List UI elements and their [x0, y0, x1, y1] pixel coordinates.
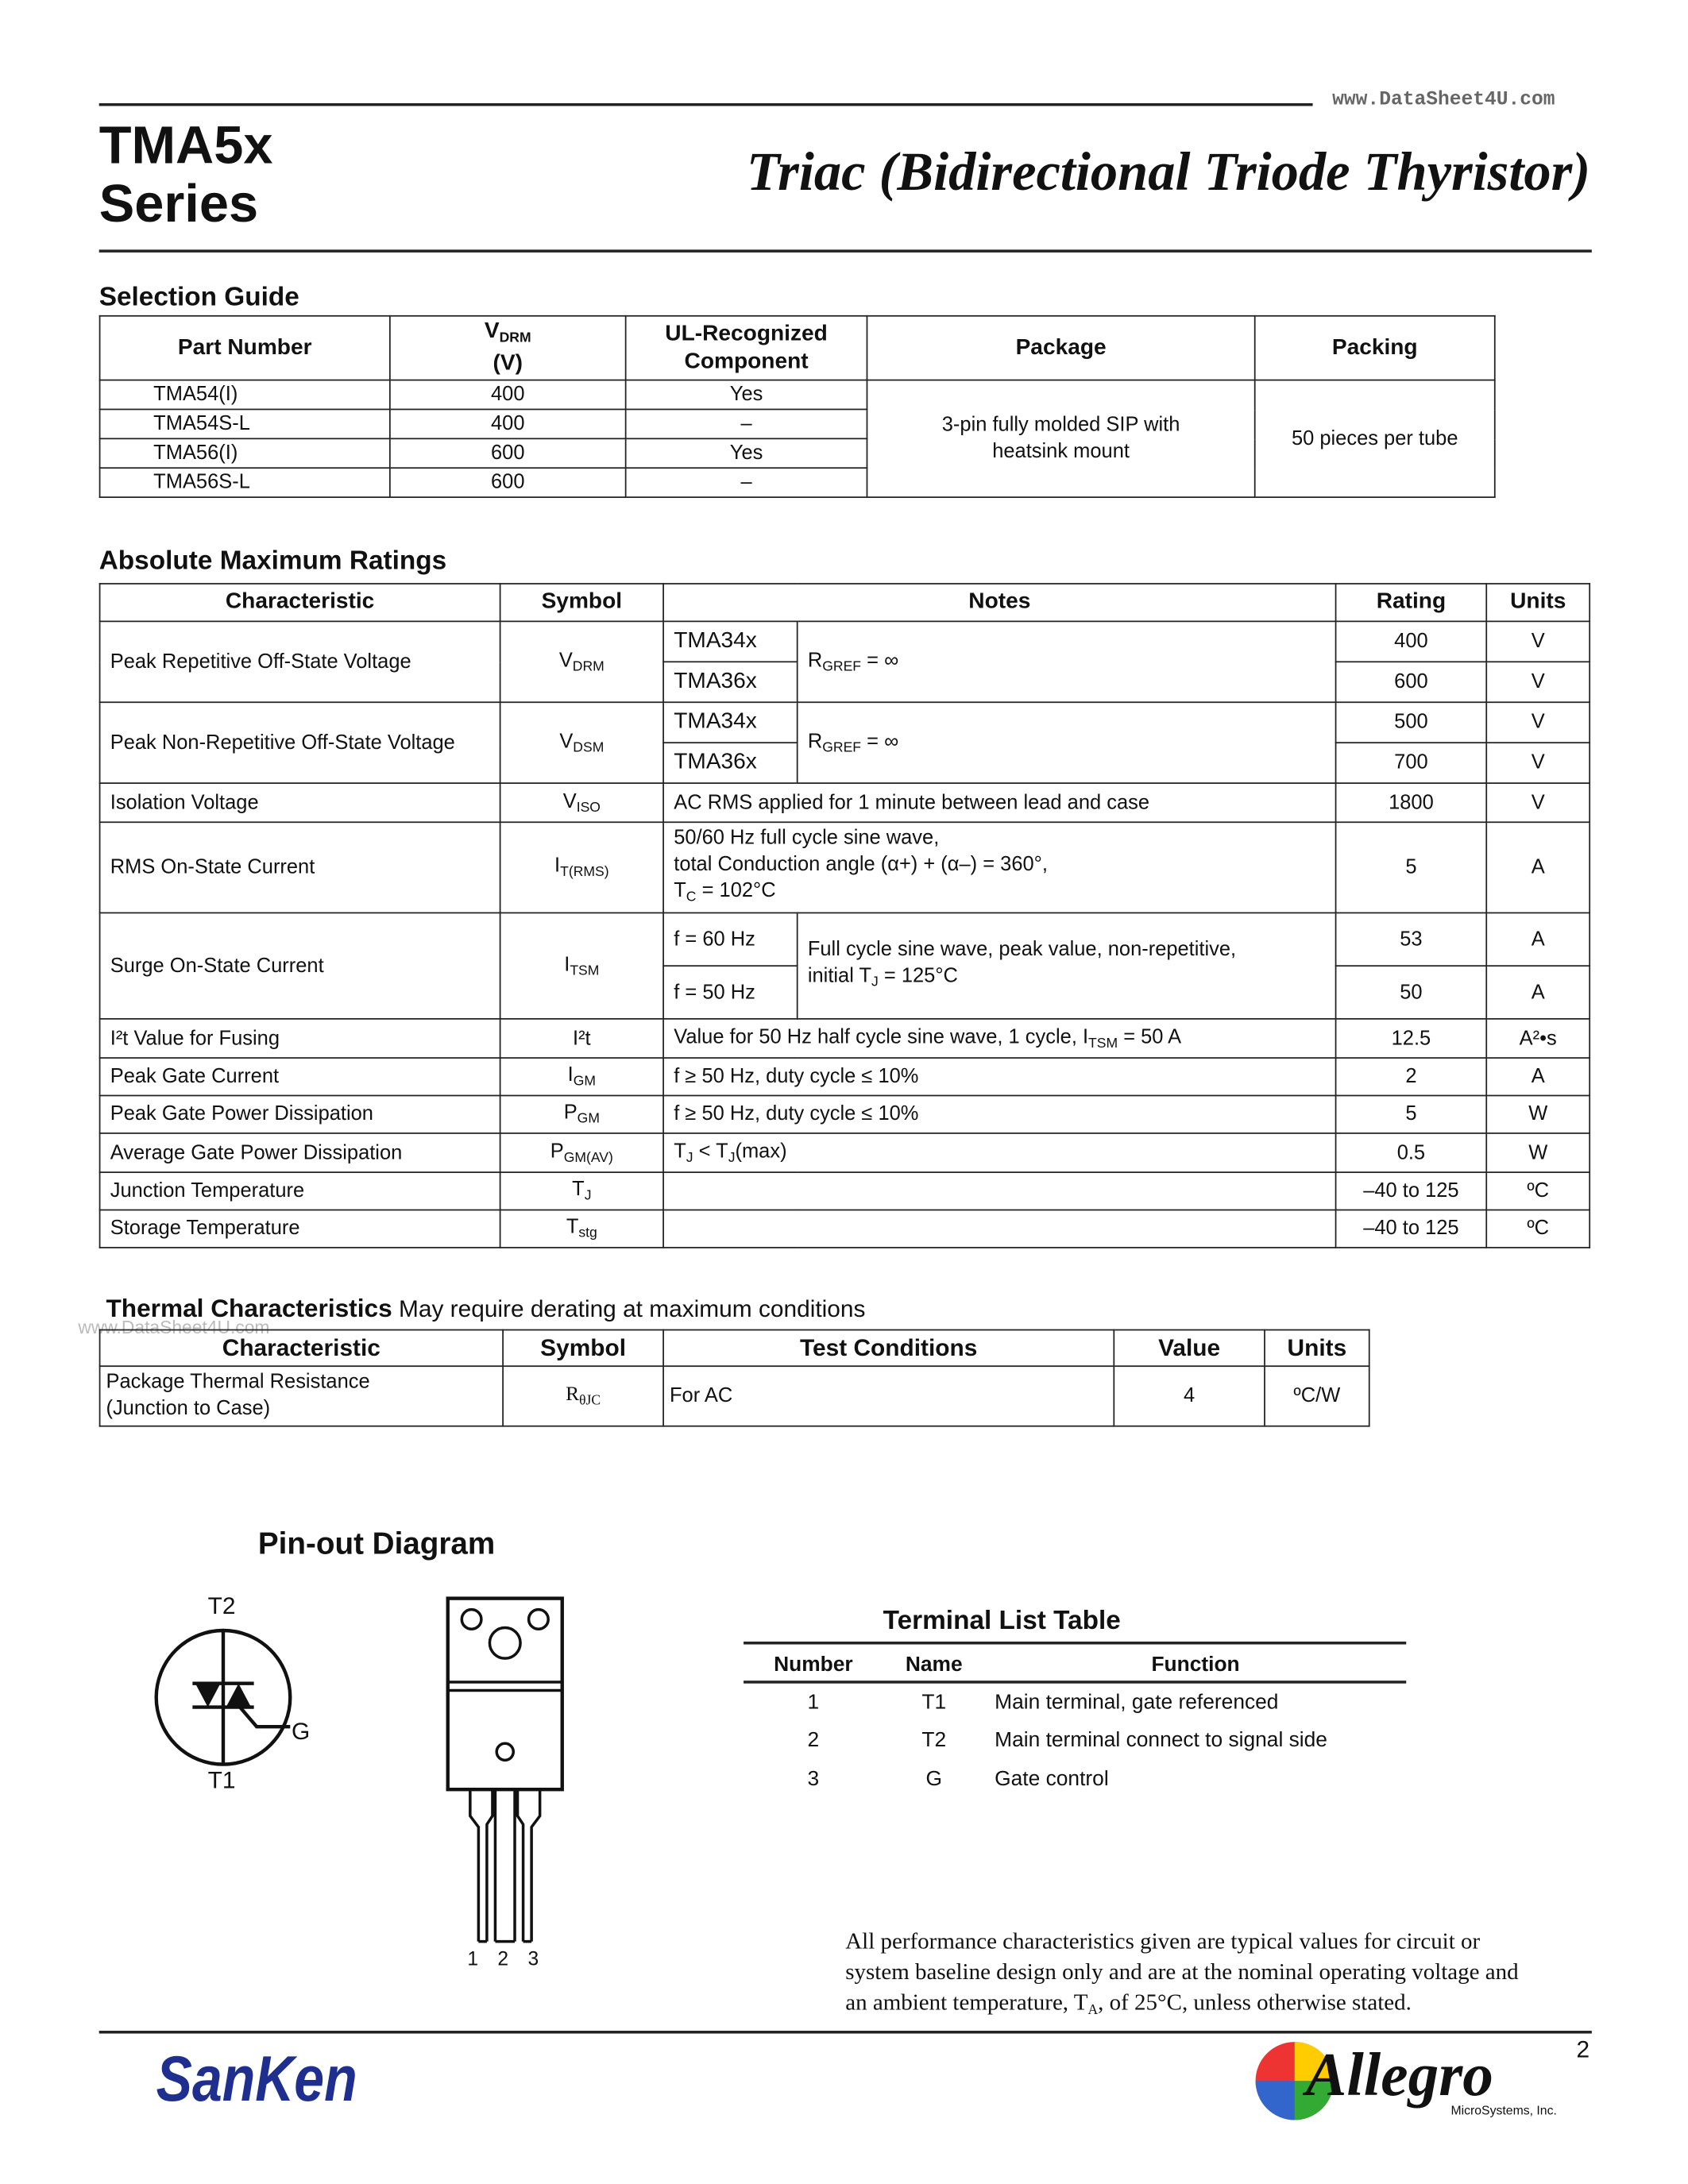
packing-cell: 50 pieces per tube	[1255, 380, 1495, 498]
symbol: $I_{T(RMS)}$	[500, 822, 663, 913]
number: 1	[807, 1689, 820, 1714]
selection-guide-heading: Selection Guide	[98, 283, 299, 313]
units: V	[1486, 621, 1590, 662]
notes: $T_J < T_J(\max)$	[663, 1133, 1336, 1172]
units: W	[1486, 1133, 1590, 1172]
units: A	[1486, 1058, 1590, 1095]
notes: Value for 50 Hz half cycle sine wave, 1 cycle, $I_{TSM} = 50$ A	[663, 1019, 1336, 1058]
units: ºC	[1486, 1172, 1590, 1210]
model: TMA34x	[663, 702, 798, 743]
allegro-logo	[1253, 2036, 1566, 2134]
units: ºC	[1486, 1210, 1590, 1248]
col-test-conditions: Test Conditions	[663, 1330, 1114, 1367]
characteristic: Package Thermal Resistance (Junction to Case)	[100, 1366, 504, 1426]
characteristic: Average Gate Power Dissipation	[100, 1133, 500, 1172]
table-row	[100, 1058, 1590, 1095]
terminal-list-table	[744, 1646, 1406, 1797]
col-units: Units	[1486, 584, 1590, 621]
function: Gate control	[995, 1766, 1109, 1791]
symbol: $I_{GM}$	[500, 1058, 663, 1095]
characteristic: RMS On-State Current	[100, 822, 500, 913]
rating: 53	[1336, 913, 1487, 966]
table-row	[100, 1019, 1590, 1058]
terminal-table-title: Terminal List Table	[883, 1607, 1121, 1637]
frequency: f = 60 Hz	[663, 913, 798, 966]
col-value: Value	[1114, 1330, 1265, 1367]
units: ºC/W	[1265, 1366, 1369, 1426]
sanken-logo	[153, 2039, 362, 2115]
function: Main terminal, gate referenced	[995, 1689, 1279, 1714]
rating: 0.5	[1336, 1133, 1487, 1172]
g-label: G	[292, 1718, 311, 1746]
function: Main terminal connect to signal side	[995, 1727, 1327, 1752]
package-cell: 3-pin fully molded SIP with heatsink mount	[867, 380, 1254, 498]
table-row	[100, 822, 1590, 913]
table-row	[100, 783, 1590, 822]
name: G	[925, 1766, 943, 1791]
svg-text:MicroSystems, Inc.: MicroSystems, Inc.	[1450, 2104, 1557, 2118]
symbol: $P_{GM}$	[500, 1095, 663, 1133]
notes: Full cycle sine wave, peak value, non-repetitive, initial $T_J = 125^\circ C$	[798, 913, 1336, 1018]
col-name: Name	[905, 1652, 963, 1677]
vdrm-value: 400	[390, 409, 626, 438]
rating: 600	[1336, 662, 1487, 702]
table-row	[100, 1210, 1590, 1248]
characteristic: Isolation Voltage	[100, 783, 500, 822]
units: W	[1486, 1095, 1590, 1133]
name: T2	[921, 1727, 947, 1752]
symbol: $T_J$	[500, 1172, 663, 1210]
number: 2	[807, 1727, 820, 1752]
symbol: $V_{DRM}$	[500, 621, 663, 702]
col-part-number: Part Number	[100, 316, 390, 380]
table-row	[744, 1759, 1406, 1798]
footer-rule	[99, 2031, 1592, 2034]
document-title: Triac (Bidirectional Triode Thyristor)	[746, 142, 1591, 203]
characteristic: I²t Value for Fusing	[100, 1019, 500, 1058]
characteristic: Junction Temperature	[100, 1172, 500, 1210]
vdrm-value: 600	[390, 468, 626, 497]
col-rating: Rating	[1336, 584, 1487, 621]
model: TMA36x	[663, 662, 798, 702]
table-row	[100, 621, 1590, 662]
col-vdrm: $V_{DRM}$ (V)	[390, 316, 626, 380]
table-row	[100, 913, 1590, 966]
series-line1: TMA5x	[98, 117, 273, 176]
ul-value: Yes	[626, 380, 867, 410]
vdrm-value: 400	[390, 380, 626, 410]
rating: –40 to 125	[1336, 1172, 1487, 1210]
col-characteristic: Characteristic	[100, 584, 500, 621]
rating: 5	[1336, 822, 1487, 913]
notes: AC RMS applied for 1 minute between lead and case	[663, 783, 1336, 822]
rating: 50	[1336, 966, 1487, 1019]
ul-value: –	[626, 468, 867, 497]
col-ul: UL-Recognized Component	[626, 316, 867, 380]
rating: 700	[1336, 743, 1487, 783]
package-outline-icon	[439, 1590, 572, 1953]
frequency: f = 50 Hz	[663, 966, 798, 1019]
col-packing: Packing	[1255, 316, 1495, 380]
symbol: $P_{GM(AV)}$	[500, 1133, 663, 1172]
col-characteristic: Characteristic	[100, 1330, 504, 1367]
triac-symbol-icon	[140, 1590, 335, 1799]
table-row	[100, 1133, 1590, 1172]
test-conditions: For AC	[663, 1366, 1114, 1426]
col-symbol: Symbol	[500, 584, 663, 621]
notes	[663, 1172, 1336, 1210]
svg-text:SanKen: SanKen	[156, 2043, 357, 2115]
characteristic: Peak Gate Power Dissipation	[100, 1095, 500, 1133]
selection-guide-table	[99, 315, 1496, 498]
col-number: Number	[774, 1652, 853, 1677]
rating: 5	[1336, 1095, 1487, 1133]
value: 4	[1114, 1366, 1265, 1426]
col-notes: Notes	[663, 584, 1336, 621]
notes	[663, 1210, 1336, 1248]
part-number: TMA54(I)	[100, 380, 390, 410]
top-rule	[99, 103, 1313, 106]
characteristic: Storage Temperature	[100, 1210, 500, 1248]
col-units: Units	[1265, 1330, 1369, 1367]
units: A	[1486, 913, 1590, 966]
characteristic: Peak Non-Repetitive Off-State Voltage	[100, 702, 500, 783]
t1-label: T1	[207, 1767, 236, 1794]
table-row	[744, 1721, 1406, 1758]
footnote: All performance characteristics given are typical values for circuit or system baseline design only and are at the nominal operating voltage and an ambient temperature, $T_A$, of 25°C, unless otherwise stated.	[845, 1927, 1519, 2019]
col-function: Function	[1151, 1652, 1240, 1677]
thermal-heading: Thermal Characteristics May require derating at maximum conditions	[106, 1294, 866, 1322]
units: V	[1486, 662, 1590, 702]
symbol: $I_{TSM}$	[500, 913, 663, 1018]
characteristic: Peak Gate Current	[100, 1058, 500, 1095]
table-row	[100, 380, 1495, 410]
rating: 12.5	[1336, 1019, 1487, 1058]
vdrm-value: 600	[390, 438, 626, 468]
notes: $R_{GREF}$ = ∞	[798, 621, 1336, 702]
table-row	[744, 1682, 1406, 1721]
col-package: Package	[867, 316, 1254, 380]
part-number: TMA56(I)	[100, 438, 390, 468]
units: V	[1486, 702, 1590, 743]
symbol: $V_{DSM}$	[500, 702, 663, 783]
units: A	[1486, 822, 1590, 913]
svg-text:Allegro: Allegro	[1305, 2039, 1493, 2109]
notes: f ≥ 50 Hz, duty cycle ≤ 10%	[663, 1058, 1336, 1095]
units: V	[1486, 783, 1590, 822]
ul-value: –	[626, 409, 867, 438]
part-number: TMA54S-L	[100, 409, 390, 438]
symbol: $V_{ISO}$	[500, 783, 663, 822]
t2-label: T2	[207, 1592, 236, 1619]
notes: $R_{GREF}$ = ∞	[798, 702, 1336, 783]
col-symbol: Symbol	[503, 1330, 663, 1367]
watermark: www.DataSheet4U.com	[78, 1316, 270, 1338]
units: A²•s	[1486, 1019, 1590, 1058]
series-line2: Series	[98, 176, 259, 235]
units: A	[1486, 966, 1590, 1019]
symbol: $R_{\theta JC}$	[503, 1366, 663, 1426]
symbol: $T_{stg}$	[500, 1210, 663, 1248]
pin-numbers: 1 2 3	[467, 1947, 539, 1970]
amr-table	[99, 583, 1590, 1248]
rating: 2	[1336, 1058, 1487, 1095]
rule	[744, 1642, 1406, 1644]
characteristic: Peak Repetitive Off-State Voltage	[100, 621, 500, 702]
table-row	[100, 702, 1590, 743]
rating: 1800	[1336, 783, 1487, 822]
model: TMA34x	[663, 621, 798, 662]
table-row	[100, 1366, 1369, 1426]
thermal-table	[99, 1329, 1370, 1427]
number: 3	[807, 1766, 820, 1791]
ul-value: Yes	[626, 438, 867, 468]
watermark: www.DataSheet4U.com	[1332, 89, 1555, 112]
notes: 50/60 Hz full cycle sine wave, total Conduction angle (α+) + (α–) = 360°, $T_C = 102^\circ C$	[663, 822, 1336, 913]
rating: –40 to 125	[1336, 1210, 1487, 1248]
rating: 500	[1336, 702, 1487, 743]
notes: f ≥ 50 Hz, duty cycle ≤ 10%	[663, 1095, 1336, 1133]
characteristic: Surge On-State Current	[100, 913, 500, 1018]
series-title	[99, 118, 273, 235]
table-row	[100, 1095, 1590, 1133]
units: V	[1486, 743, 1590, 783]
model: TMA36x	[663, 743, 798, 783]
part-number: TMA56S-L	[100, 468, 390, 497]
symbol: I²t	[500, 1019, 663, 1058]
amr-heading: Absolute Maximum Ratings	[98, 546, 447, 577]
rating: 400	[1336, 621, 1487, 662]
name: T1	[921, 1689, 947, 1714]
header-rule	[99, 249, 1592, 253]
page-number: 2	[1576, 2036, 1590, 2063]
pinout-heading: Pin-out Diagram	[257, 1526, 496, 1561]
table-row	[100, 1172, 1590, 1210]
